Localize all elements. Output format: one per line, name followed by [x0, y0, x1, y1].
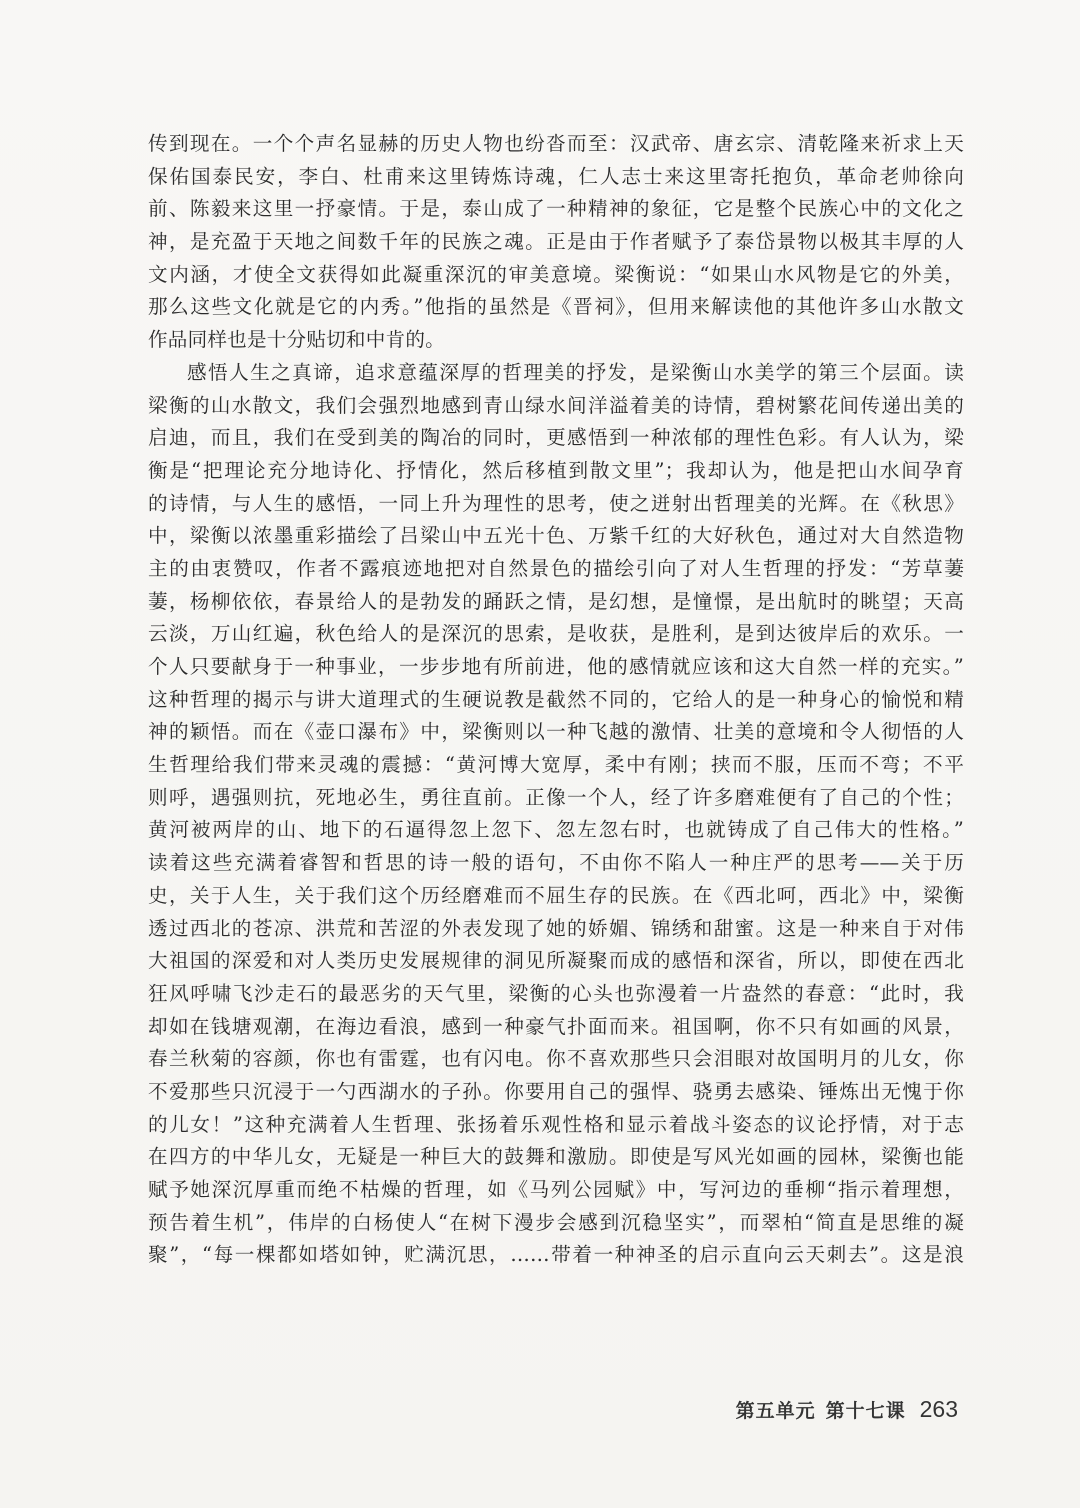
text-line: 中，梁衡以浓墨重彩描绘了吕梁山中五光十色、万紫千红的大好秋色，通过对大自然造物 [148, 524, 964, 548]
text-line: 作品同样也是十分贴切和中肯的。 [148, 328, 445, 352]
text-line: 在四方的中华儿女，无疑是一种巨大的鼓舞和激励。即使是写风光如画的园林，梁衡也能 [148, 1145, 964, 1169]
text-line: 启迪，而且，我们在受到美的陶冶的同时，更感悟到一种浓郁的理性色彩。有人认为，梁 [148, 426, 964, 450]
text-line: 个人只要献身于一种事业，一步步地有所前进，他的感情就应该和这大自然一样的充实。” [148, 655, 964, 678]
text-line: 主的由衷赞叹，作者不露痕迹地把对自然景色的描绘引向了对人生哲理的抒发：“芳草萋 [148, 556, 964, 580]
text-line: 神，是充盈于天地之间数千年的民族之魂。正是由于作者赋予了泰岱景物以极其丰厚的人 [148, 230, 964, 254]
text-line: 传到现在。一个个声名显赫的历史人物也纷沓而至：汉武帝、唐玄宗、清乾隆来祈求上天 [148, 132, 964, 155]
text-line: 黄河被两岸的山、地下的石逼得忽上忽下、忽左忽右时，也就铸成了自己伟大的性格。” [148, 818, 964, 842]
text-line: 感悟人生之真谛，追求意蕴深厚的哲理美的抒发，是梁衡山水美学的第三个层面。读 [187, 360, 964, 384]
text-line: 那么这些文化就是它的内秀。”他指的虽然是《晋祠》，但用来解读他的其他许多山水散文 [148, 295, 964, 319]
text-line: 春兰秋菊的容颜，你也有雷霆，也有闪电。你不喜欢那些只会泪眼对故国明月的儿女，你 [148, 1047, 964, 1071]
text-line: 云淡，万山红遍，秋色给人的是深沉的思索，是收获，是胜利，是到达彼岸后的欢乐。一 [148, 622, 964, 646]
text-line: 读着这些充满着睿智和哲思的诗一般的语句，不由你不陷人一种庄严的思考——关于历 [148, 851, 964, 875]
text-line: 前、陈毅来这里一抒豪情。于是，泰山成了一种精神的象征，它是整个民族心中的文化之 [148, 197, 964, 221]
text-line: 则呼，遇强则抗，死地必生，勇往直前。正像一个人，经了许多磨难便有了自己的个性； [148, 785, 964, 809]
text-line: 梁衡的山水散文，我们会强烈地感到青山绿水间洋溢着美的诗情，碧树繁花间传递出美的 [148, 393, 964, 417]
text-line: 神的颖悟。而在《壶口瀑布》中，梁衡则以一种飞越的激情、壮美的意境和令人彻悟的人 [148, 720, 964, 744]
text-line: 萋，杨柳依依，春景给人的是勃发的踊跃之情，是幻想，是憧憬，是出航时的眺望；天高 [148, 589, 964, 613]
body-text [148, 128, 964, 1272]
text-line: 不爱那些只沉浸于一勺西湖水的子孙。你要用自己的强悍、骁勇去感染、锤炼出无愧于你 [148, 1079, 964, 1103]
text-line: 生哲理给我们带来灵魂的震撼：“黄河博大宽厚，柔中有刚；挟而不服，压而不弯；不平 [148, 753, 964, 777]
text-line: 的诗情，与人生的感悟，一同上升为理性的思考，使之迸射出哲理美的光辉。在《秋思》 [148, 491, 964, 515]
text-line: 狂风呼啸飞沙走石的最恶劣的天气里，梁衡的心头也弥漫着一片盎然的春意：“此时，我 [148, 981, 964, 1005]
text-line: 大祖国的深爱和对人类历史发展规律的洞见所凝聚而成的感悟和深省，所以，即使在西北 [148, 949, 964, 973]
unit-label: 第五单元 [735, 1400, 816, 1422]
text-line: 的儿女！”这种充满着人生哲理、张扬着乐观性格和显示着战斗姿态的议论抒情，对于志 [148, 1112, 964, 1136]
text-line: 这种哲理的揭示与讲大道理式的生硬说教是截然不同的，它给人的是一种身心的愉悦和精 [148, 687, 964, 711]
paragraph-2 [148, 357, 964, 1272]
text-line: 聚”，“每一棵都如塔如钟，贮满沉思，……带着一种神圣的启示直向云天刺去”。这是浪 [148, 1243, 964, 1267]
text-line: 衡是“把理论充分地诗化、抒情化，然后移植到散文里”；我却认为，他是把山水间孕育 [148, 458, 964, 482]
page-number: 263 [919, 1396, 958, 1422]
text-line: 赋予她深沉厚重而绝不枯燥的哲理，如《马列公园赋》中，写河边的垂柳“指示着理想， [148, 1178, 964, 1201]
text-line: 文内涵，才使全文获得如此凝重深沉的审美意境。梁衡说：“如果山水风物是它的外美， [148, 262, 964, 286]
text-line: 却如在钱塘观潮，在海边看浪，感到一种豪气扑面而来。祖国啊，你不只有如画的风景， [148, 1014, 964, 1038]
page-footer [736, 1396, 958, 1436]
text-line: 保佑国泰民安，李白、杜甫来这里铸炼诗魂，仁人志士来这里寄托抱负，革命老帅徐向 [148, 164, 964, 188]
lesson-label: 第十七课 [825, 1400, 906, 1422]
text-line: 预告着生机”，伟岸的白杨使人“在树下漫步会感到沉稳坚实”，而翠柏“简直是思维的凝 [148, 1210, 964, 1234]
text-line: 史，关于人生，关于我们这个历经磨难而不屈生存的民族。在《西北呵，西北》中，梁衡 [148, 883, 964, 907]
text-line: 透过西北的苍凉、洪荒和苦涩的外表发现了她的娇媚、锦绣和甜蜜。这是一种来自于对伟 [148, 916, 964, 940]
paragraph-1 [148, 128, 964, 357]
